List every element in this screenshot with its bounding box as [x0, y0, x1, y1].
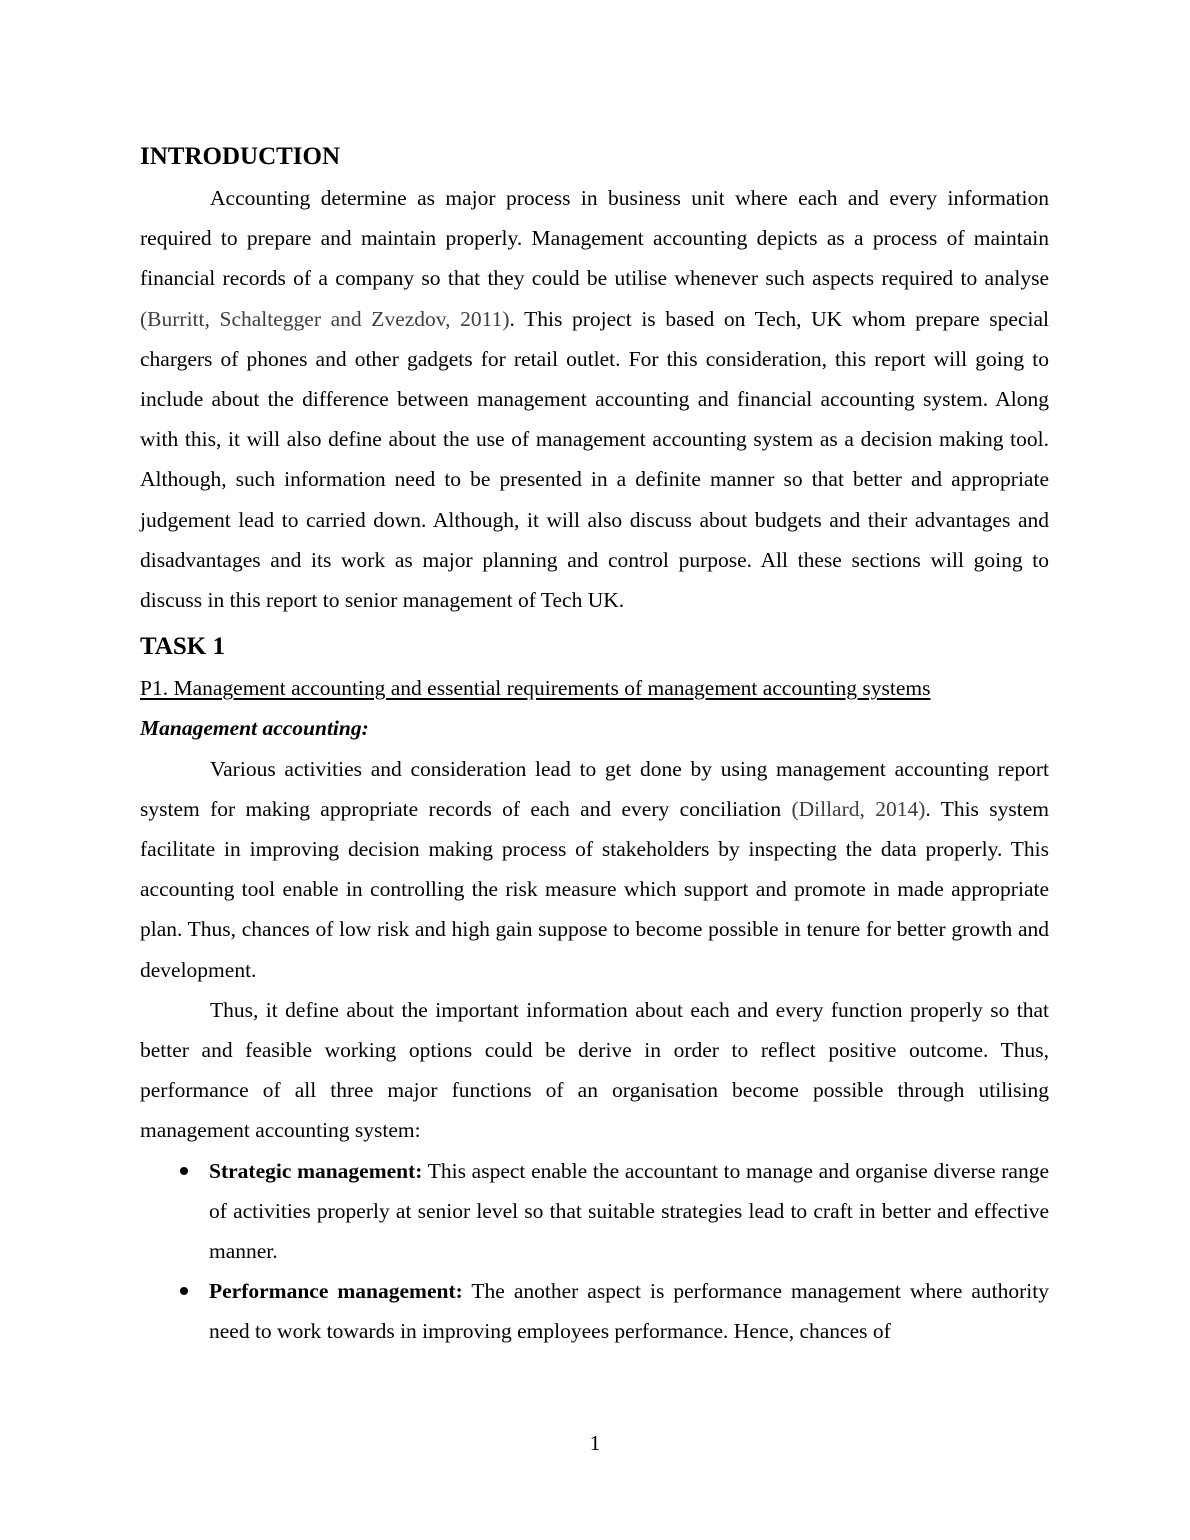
bullet-dot-icon [180, 1167, 188, 1175]
page-number: 1 [589, 1431, 601, 1455]
task1-paragraph-1-citation: (Dillard, 2014) [791, 796, 926, 821]
task1-subheading [140, 668, 1049, 708]
management-accounting-title [140, 708, 1049, 748]
functions-bullet-list [140, 1151, 1049, 1352]
management-accounting-title-text: Management accounting: [140, 716, 369, 741]
bullet-item-strategic-management [140, 1151, 1049, 1272]
introduction-heading: INTRODUCTION [140, 143, 341, 170]
introduction-paragraph [140, 178, 1049, 620]
task1-paragraph-1 [140, 749, 1049, 990]
bullet-text: The another aspect is performance management where authority need to work towards in improving employees performance. Hence, chances of [209, 1279, 1049, 1344]
introduction-text-part-2: . This project is based on Tech, UK whom prepare special chargers of phones and other gadgets for retail outlet. For this consideration, this report will going to include about the difference between management accounting and financial accounting system. Along with this, it will also define about the use of management accounting system as a decision making tool. Although, such information need to be presented in a definite manner so that better and appropriate judgement lead to carried down. Although, it will also discuss about budgets and their advantages and disadvantages and its work as major planning and control purpose. All these sections will going to discuss in this report to senior management of Tech UK. [140, 306, 1050, 613]
introduction-citation: (Burritt, Schaltegger and Zvezdov, 2011) [140, 306, 510, 331]
task1-paragraph-2: Thus, it define about the important information about each and every function properly so that better and feasible working options could be derive in order to reflect positive outcome. Thus, performance of all three major functions of an organisation become possible through utilising management accounting system: [140, 997, 1049, 1143]
bullet-text: This aspect enable the accountant to manage and organise diverse range of activities properly at senior level so that suitable strategies lead to craft in better and effective manner. [209, 1158, 1049, 1264]
bullet-label: Performance management: [209, 1279, 463, 1304]
task1-paragraph-1-part-1: Various activities and consideration lead to get done by using management accounting report system for making appropriate records of each and every conciliation [140, 756, 1049, 821]
page-body [140, 138, 1049, 1352]
task1-subheading-text: P1. Management accounting and essential requirements of management accounting systems [140, 676, 931, 701]
bullet-dot-icon [180, 1287, 188, 1295]
task1-paragraph-1-part-2: . This system facilitate in improving decision making process of stakeholders by inspecting the data properly. This accounting tool enable in controlling the risk measure which support and promote in made appropriate plan. Thus, chances of low risk and high gain suppose to become possible in tenure for better growth and development. [140, 796, 1049, 982]
introduction-text-part-1: Accounting determine as major process in business unit where each and every information required to prepare and maintain properly. Management accounting depicts as a process of maintain financial records of a company so that they could be utilise whenever such aspects required to analyse [140, 186, 1049, 291]
task1-heading: TASK 1 [140, 633, 225, 661]
bullet-item-performance-management [140, 1271, 1049, 1351]
bullet-label: Strategic management: [209, 1158, 423, 1183]
